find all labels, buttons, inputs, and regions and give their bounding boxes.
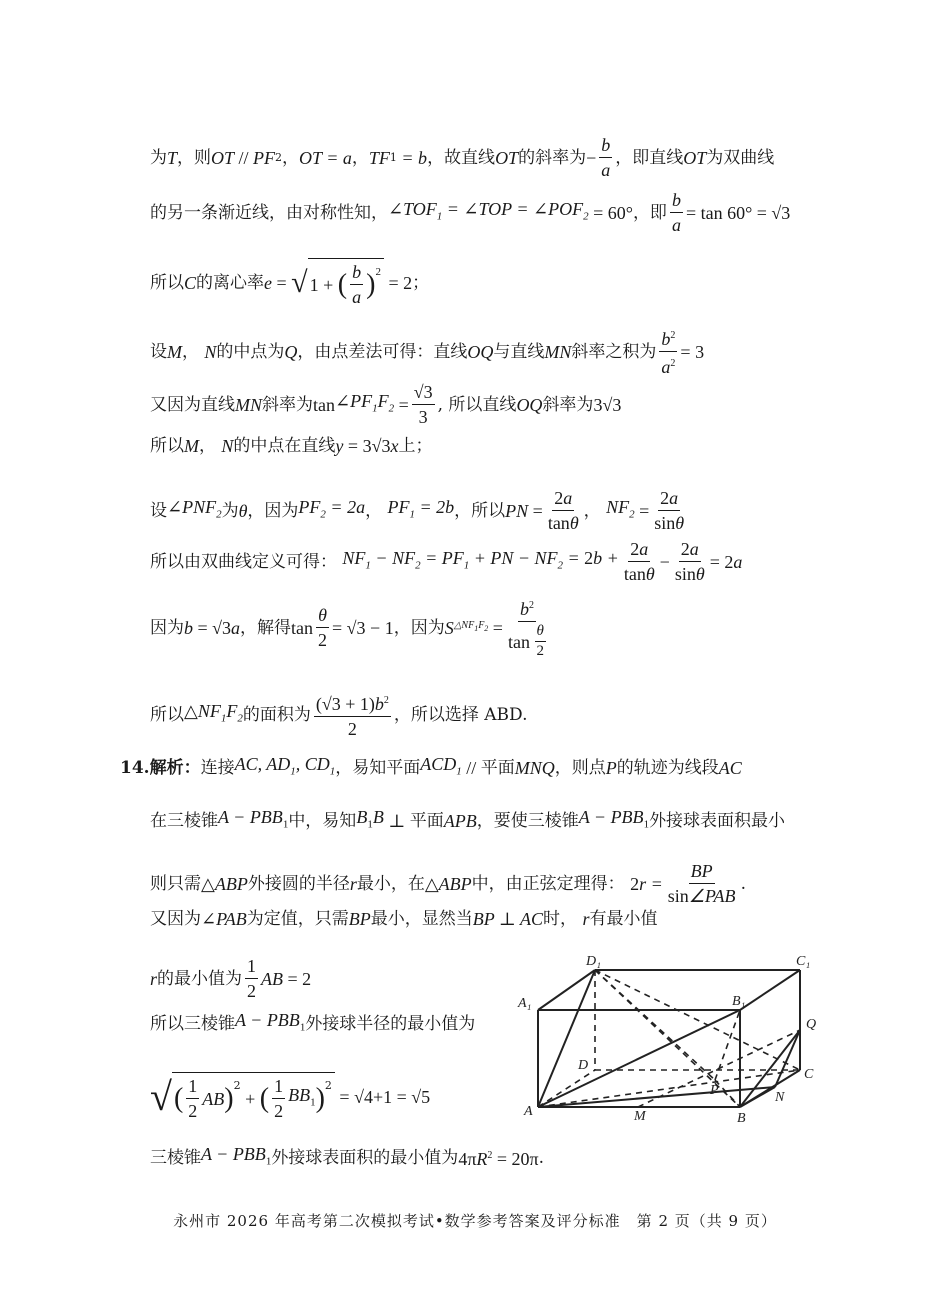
label-Q: Q (806, 1017, 817, 1032)
label-N: N (775, 1090, 785, 1105)
edge-B1C1 (740, 970, 800, 1010)
edge-PB (715, 1080, 740, 1107)
text-line-13: 则只需 △ABP 外接圆的半径 r 最小，在 △ABP 中，由正弦定理得： 2r = $\frac{BP}{\text{sin∠PAB}}$ . (150, 861, 746, 906)
label-C1: C₁ (796, 954, 811, 969)
text-line-1: 为 T ，则 OT // PF 2 ， OT = a ， TF 1 = b ，故直线 OT 的斜率为 − $\frac{b}{a}$ ，即直线 OT 为双曲线 (150, 135, 775, 180)
label-A: A (524, 1104, 533, 1119)
text-line-2: 的另一条渐近线，由对称性知， $\angle TOF_1$ = ∠TOP = $\angle POF_2$ = 60° ，即 $\frac{b}{a}$ = tan 60° = √3 (150, 190, 791, 235)
label-B: B (737, 1111, 746, 1126)
text-line-8: 所以由双曲线定义可得： $NF_1 - NF_2 = PF_1$ + PN − $NF_2 = 2b$ + $\frac{2a}{\tan\theta}$ − $\frac{2a}{\sin\theta}$ = 2a (150, 539, 743, 584)
label-D: D (578, 1058, 589, 1073)
edge-D1P (595, 970, 715, 1080)
text-line-14: 又因为 ∠PAB 为定值，只需 BP 最小，显然当 BP ⊥ AC 时， r 有最小值 (150, 909, 658, 929)
label-B1: B₁ (732, 994, 746, 1009)
text-line-16: 所以三棱锥 $A - PBB_1$ 外接球半径的最小值为 (150, 1010, 476, 1034)
label-P: P (710, 1083, 719, 1098)
text-line-6: 所以 M ， N 的中点在直线 y = 3√3 x 上； (150, 436, 433, 456)
text-line-18: 三棱锥 $A - PBB_1$ 外接球表面积的最小值为 $4\pi R^2 = 20\pi$ . (150, 1144, 545, 1170)
text-line-4: 设 M ， N 的中点为 Q ，由点差法可得：直线 OQ 与直线 MN 斜率之积为 $\frac{b^2}{a^2}$ = 3 (150, 325, 704, 378)
text-line-11: 14.解析： 连接 AC, $AD_1$, $CD_1$ ，易知平面 $ACD_1$ // 平面 MNQ ，则点 P 的轨迹为线段 AC (120, 754, 742, 778)
text-line-3: 所以 C 的离心率 e = √ 1 + ( $\frac{b}{a}$ ) $^2$ = 2 ； (150, 258, 429, 308)
text-line-7: 设 $\angle PNF_2$ 为 θ ，因为 $PF_2 = 2a$ ， $PF_1 = 2b$ ，所以 PN = $\frac{2a}{\tan\theta}$ ， $NF_2$ = $\frac{2a}{\sin\theta}$ (150, 488, 685, 533)
problem-14-label: 14.解析： (120, 757, 201, 778)
cuboid-figure (510, 945, 830, 1130)
text-line-17: √ ( $\frac{1}{2}$ AB ) $^2$ + ( $\frac{1}{2}$ $BB_1$ ) $^2$ = √4+1 = √5 (150, 1074, 431, 1121)
edge-QB (740, 1030, 800, 1107)
label-M: M (634, 1109, 646, 1124)
text-line-10: 所以 $\triangle NF_1F_2$ 的面积为 $\frac{(√3 + 1)b^2}{2}$ ，所以选择 ABD. (150, 690, 527, 740)
edge-D1C (595, 970, 800, 1070)
label-C: C (804, 1067, 814, 1082)
page-footer: 永州市 2026 年高考第二次模拟考试•数学参考答案及评分标准 第 2 页（共 9 页） (173, 1212, 777, 1230)
label-D1: D₁ (586, 954, 601, 969)
text-line-5: 又因为直线 MN 斜率为 tan $\angle PF_1F_2$ = $\frac{√3}{3}$ , 所以直线 OQ 斜率为 3√3 (150, 382, 622, 427)
text-line-12: 在三棱锥 $A - PBB_1$ 中，易知 $B_1B$ ⊥ 平面 APB ，要使三棱锥 $A - PBB_1$ 外接球表面积最小 (150, 807, 786, 831)
text-line-15: r 的最小值为 $\frac{1}{2}$ AB = 2 (150, 956, 312, 1001)
label-A1: A₁ (518, 996, 532, 1011)
text-line-9: 因为 b = √3 a ，解得 tan $\frac{\theta}{2}$ = √3 − 1 ，因为 S $\triangle NF_1F_2$ = $b^2$ tan $\frac{\theta}{2}$ (150, 595, 551, 660)
